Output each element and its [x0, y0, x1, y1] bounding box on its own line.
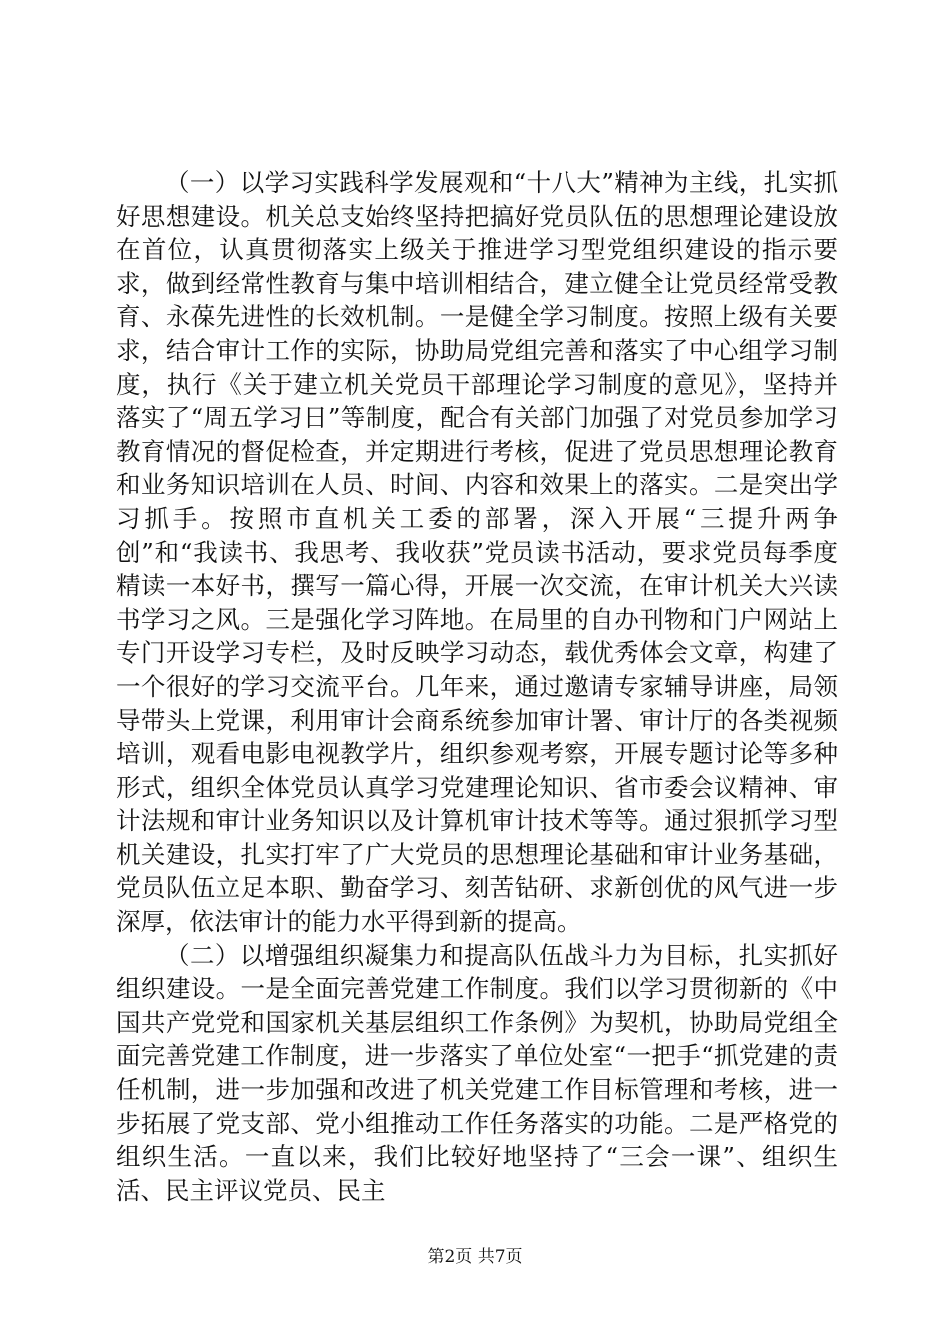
paragraph-ideological-building: （一）以学习实践科学发展观和“十八大”精神为主线，扎实抓好思想建设。机关总支始终坚持把搞好党员队伍的思想理论建设放在首位，认真贯彻落实上级关于推进学习型党组织建设的指示要求，做到经常性教育与集中培训相结合，建立健全让党员经常受教育、永葆先进性的长效机制。一是健全学习制度。按照上级有关要求，结合审计工作的实际，协助局党组完善和落实了中心组学习制度，执行《关于建立机关党员干部理论学习制度的意见》，坚持并落实了“周五学习日”等制度，配合有关部门加强了对党员参加学习教育情况的督促检查，并定期进行考核，促进了党员思想理论教育和业务知识培训在人员、时间、内容和效果上的落实。二是突出学习抓手。按照市直机关工委的部署，深入开展“三提升两争创”和“我读书、我思考、我收获”党员读书活动，要求党员每季度精读一本好书，撰写一篇心得，开展一次交流，在审计机关大兴读书学习之风。三是强化学习阵地。在局里的自办刊物和门户网站上专门开设学习专栏，及时反映学习动态，载优秀体会文章，构建了一个很好的学习交流平台。几年来，通过邀请专家辅导讲座，局领导带头上党课，利用审计会商系统参加审计署、审计厅的各类视频培训，观看电影电视教学片，组织参观考察，开展专题讨论等多种形式，组织全体党员认真学习党建理论知识、省市委会议精神、审计法规和审计业务知识以及计算机审计技术等等。通过狠抓学习型机关建设，扎实打牢了广大党员的思想理论基础和审计业务基础，党员队伍立足本职、勤奋学习、刻苦钻研、求新创优的风气进一步深厚，依法审计的能力水平得到新的提高。: [116, 168, 838, 937]
page-number-label: 第2页 共7页: [427, 1247, 523, 1267]
page-footer: [0, 1246, 950, 1268]
paragraph-organizational-building: （二）以增强组织凝集力和提高队伍战斗力为目标，扎实抓好组织建设。一是全面完善党建工作制度。我们以学习贯彻新的《中国共产党党和国家机关基层组织工作条例》为契机，协助局党组全面完善党建工作制度，进一步落实了单位处室“一把手“抓党建的责任机制，进一步加强和改进了机关党建工作目标管理和考核，进一步拓展了党支部、党小组推动工作任务落实的功能。二是严格党的组织生活。一直以来，我们比较好地坚持了“三会一课”、组织生活、民主评议党员、民主: [116, 940, 838, 1205]
document-body: [116, 166, 838, 1207]
